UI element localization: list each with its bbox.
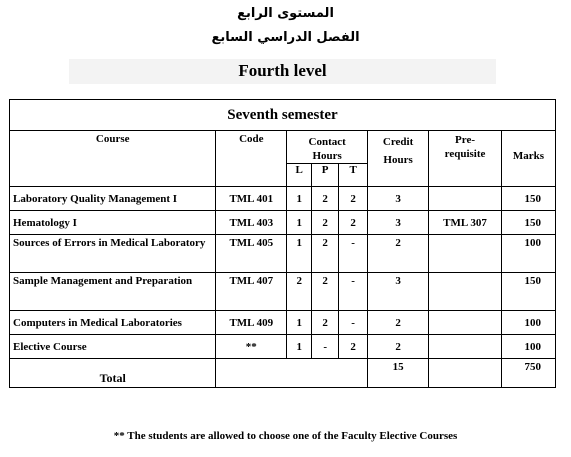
course-code: ** [216,335,287,359]
course-code: TML 403 [216,211,287,235]
arabic-semester-heading: الفصل الدراسي السابع [211,30,360,45]
semester-title: Seventh semester [10,100,556,131]
hours-l: 2 [287,273,312,311]
total-prereq-blank [429,359,502,388]
total-label: Total [10,359,216,388]
hours-l: 1 [287,235,312,273]
course-name: Computers in Medical Laboratories [10,311,216,335]
arabic-level-heading: المستوى الرابع [237,6,334,21]
marks: 100 [502,311,556,335]
header-contact-hours: Contact Hours [287,131,368,164]
course-code: TML 405 [216,235,287,273]
hours-l: 1 [287,211,312,235]
header-credit-hours: Credit Hours [368,131,429,187]
table-row [10,335,556,359]
credit-hours: 2 [368,235,429,273]
hours-t: 2 [339,211,368,235]
course-name: Sources of Errors in Medical Laboratory [10,235,216,273]
table-row [10,311,556,335]
marks: 150 [502,211,556,235]
table-row [10,235,556,273]
prerequisite: TML 307 [429,211,502,235]
course-schedule-table [9,99,556,388]
hours-t: 2 [339,187,368,211]
hours-l: 1 [287,187,312,211]
header-t: T [339,164,368,187]
credit-hours: 3 [368,273,429,311]
header-row [10,131,556,164]
total-credit: 15 [368,359,429,388]
prerequisite [429,273,502,311]
hours-p: 2 [312,273,339,311]
credit-hours: 2 [368,335,429,359]
hours-t: - [339,235,368,273]
hours-l: 1 [287,335,312,359]
prerequisite [429,335,502,359]
header-l: L [287,164,312,187]
hours-p: 2 [312,235,339,273]
total-row [10,359,556,388]
course-code: TML 407 [216,273,287,311]
prerequisite [429,235,502,273]
course-code: TML 409 [216,311,287,335]
prerequisite [429,187,502,211]
elective-footnote: ** The students are allowed to choose one of the Faculty Elective Courses [113,430,458,442]
header-marks: Marks [502,131,556,187]
hours-l: 1 [287,311,312,335]
header-course: Course [10,131,216,187]
credit-hours: 3 [368,187,429,211]
hours-t: 2 [339,335,368,359]
table-row [10,187,556,211]
credit-hours: 3 [368,211,429,235]
marks: 150 [502,187,556,211]
course-name: Elective Course [10,335,216,359]
level-title: Fourth level [238,61,327,80]
prerequisite [429,311,502,335]
hours-t: - [339,311,368,335]
header-p: P [312,164,339,187]
header-prerequisite: Pre-requisite [429,131,502,187]
course-name: Laboratory Quality Management I [10,187,216,211]
marks: 100 [502,235,556,273]
hours-t: - [339,273,368,311]
header-code: Code [216,131,287,187]
credit-hours: 2 [368,311,429,335]
table-row [10,211,556,235]
total-marks: 750 [502,359,556,388]
course-code: TML 401 [216,187,287,211]
hours-p: 2 [312,211,339,235]
hours-p: 2 [312,311,339,335]
hours-p: - [312,335,339,359]
marks: 150 [502,273,556,311]
total-blank [216,359,368,388]
hours-p: 2 [312,187,339,211]
course-name: Hematology I [10,211,216,235]
semester-title-row [10,100,556,131]
table-row [10,273,556,311]
course-name: Sample Management and Preparation [10,273,216,311]
marks: 100 [502,335,556,359]
